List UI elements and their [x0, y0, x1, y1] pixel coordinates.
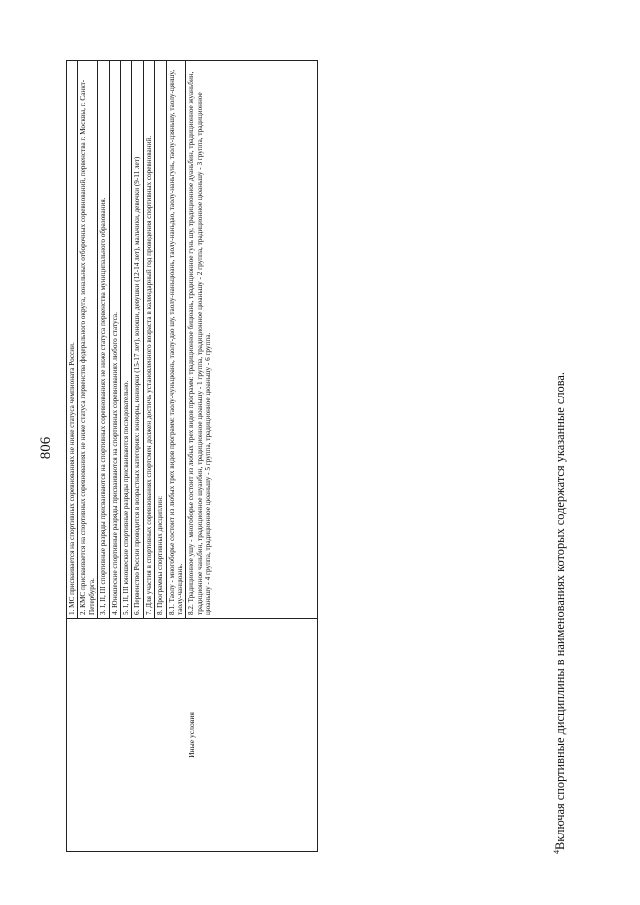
- footnote-text: Включая спортивные дисциплины в наименованиях которых содержатся указанные слова.: [553, 372, 567, 850]
- footnote: [551, 294, 569, 854]
- condition-item-6: 6. Первенство России проводится в возрастных категориях: юниоры, юниорки (15-17 лет), юноши, девушки (12-14 лет), мальчики, девочки (9-11 лет): [132, 61, 143, 618]
- conditions-label-cell: Иные условия: [67, 619, 318, 852]
- page-number: 806: [38, 436, 54, 460]
- condition-item-5: 5. I, II, III юношеские спортивные разряды присваиваются последовательно.: [121, 61, 132, 618]
- condition-item-8: 8. Программы спортивных дисциплин:: [155, 61, 166, 618]
- conditions-items-cell: [67, 61, 318, 619]
- table-row: [67, 61, 318, 852]
- conditions-table: [66, 60, 318, 852]
- condition-item-7: 7. Для участия в спортивных соревнованиях спортсмен должен достичь установленного возраста в календарный год проведения спортивных соревнований.: [144, 61, 155, 618]
- conditions-table-wrapper: [66, 60, 318, 852]
- condition-item-2: 2. КМС присваивается на спортивных соревнованиях не ниже статуса первенства федерального округа, зональных отборочных соревнований, первенства г. Москвы, г. Санкт-Петербурга.: [78, 61, 98, 618]
- condition-item-8-1: 8.1. Таолу - многоборье состоит из любых трех видов программ: таолу-чуньцюань, таолу-дао шу, таолу-наньцюань, таолу-наньдао, таолу-наньгунь, таолу-цзяньшу, таолу-цяншу, таолу-чанцюань.: [167, 61, 187, 618]
- condition-item-8-2: 8.2. Традиционное ушу - многоборье состоит из любых трех видов программ: традиционное бицюань, традиционное гунь шу, традиционное дуаньбин, традиционное жуаньбин, традиционное чаньбин, традиционное шуанбин, традиционное цюаньшу - 1 группа, традиционное цюаньшу - 2 группа, традиционное цюаньшу - 3 группа, традиционное цюаньшу - 4 группа, традиционное цюаньшу - 5 группа, традиционное цюаньшу - 6 группа.: [187, 71, 213, 615]
- condition-item-3: 3. I, II, III спортивные разряды присваиваются на спортивных соревнованиях не ниже статуса первенства муниципального образования.: [98, 61, 109, 618]
- condition-item-4: 4. Юношеские спортивные разряды присваиваются на спортивных соревнованиях любого статуса.: [110, 61, 121, 618]
- footnote-marker: 4: [551, 850, 561, 854]
- condition-item-1: 1. МС присваивается на спортивных соревнованиях не ниже статуса чемпионата России.: [67, 61, 78, 618]
